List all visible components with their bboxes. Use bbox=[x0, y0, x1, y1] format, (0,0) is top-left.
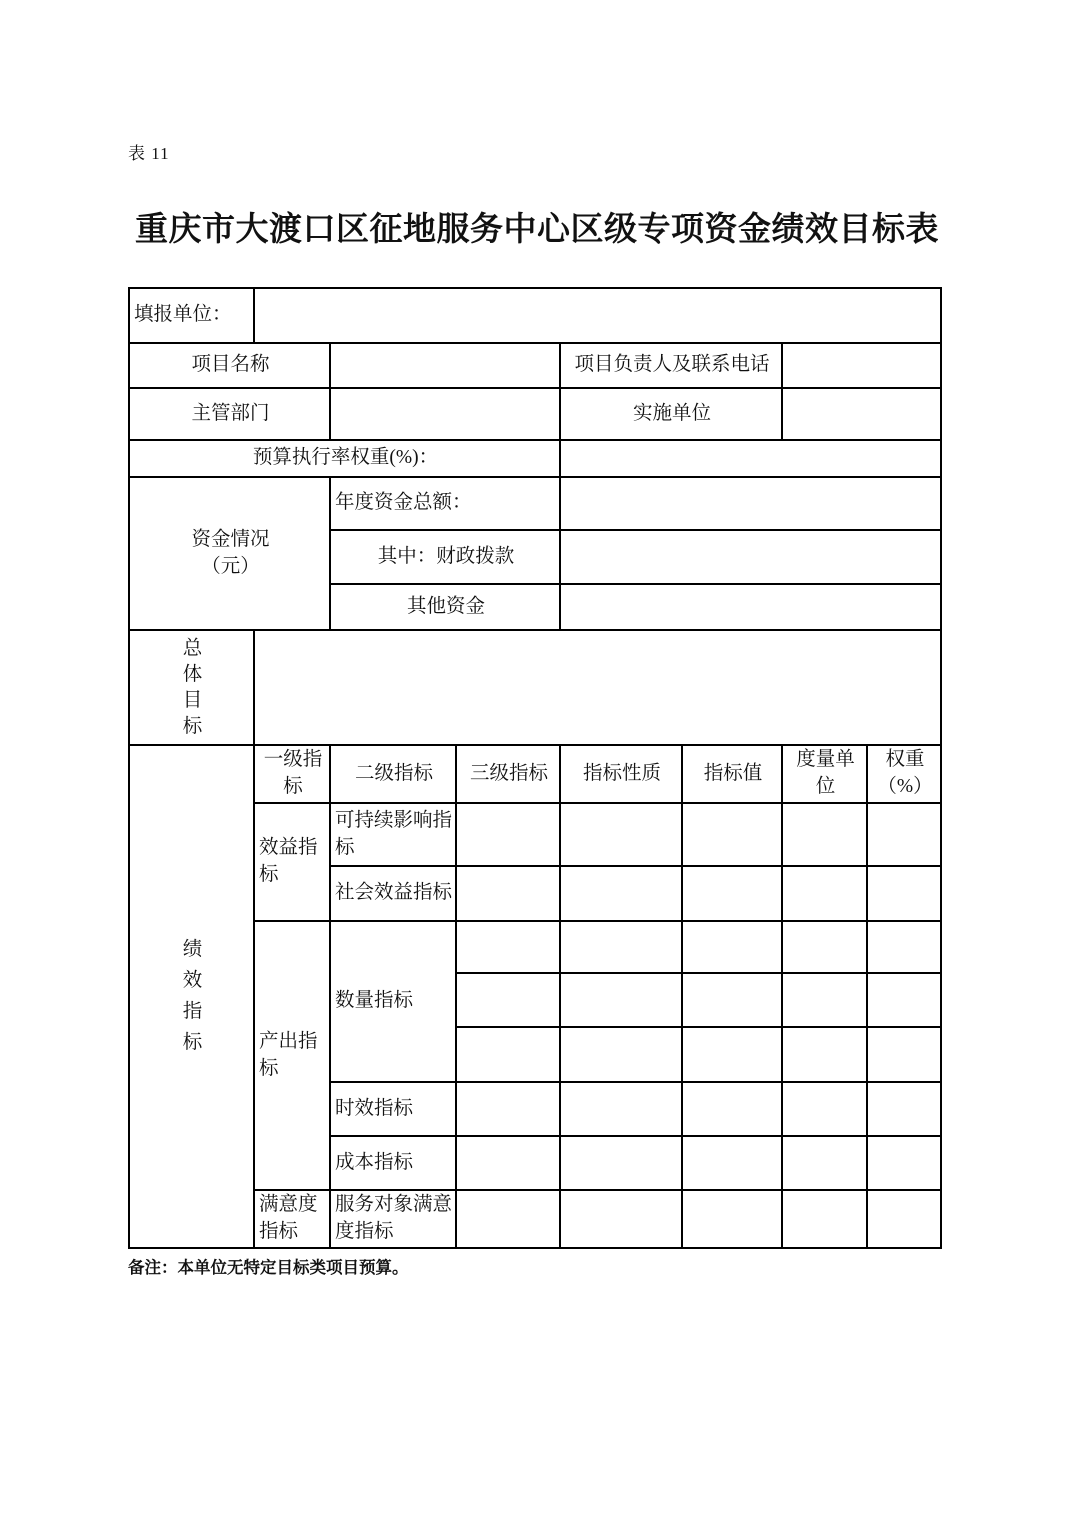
header-level1-indicator: 一级指标 bbox=[254, 745, 330, 803]
table-row bbox=[129, 388, 941, 440]
project-name-label: 项目名称 bbox=[129, 343, 330, 388]
performance-indicators-label-text: 绩效指标 bbox=[182, 939, 203, 1054]
indicator-input-cell[interactable] bbox=[867, 1027, 941, 1082]
project-leader-phone-label: 项目负责人及联系电话 bbox=[560, 343, 782, 388]
indicator-input-cell[interactable] bbox=[867, 1136, 941, 1190]
header-indicator-nature: 指标性质 bbox=[560, 745, 682, 803]
indicator-input-cell[interactable] bbox=[560, 1190, 682, 1248]
header-indicator-value: 指标值 bbox=[682, 745, 782, 803]
indicator-input-cell[interactable] bbox=[867, 921, 941, 973]
header-weight-percent: 权重（%） bbox=[867, 745, 941, 803]
indicator-input-cell[interactable] bbox=[456, 1190, 560, 1248]
implementing-unit-input-cell[interactable] bbox=[782, 388, 941, 440]
indicator-input-cell[interactable] bbox=[456, 866, 560, 921]
table-row bbox=[129, 440, 941, 477]
benefit-group-label: 效益指标 bbox=[254, 803, 330, 921]
overall-goal-label-text: 总体目标 bbox=[182, 637, 203, 737]
reporting-unit-label: 填报单位： bbox=[129, 288, 254, 343]
implementing-unit-label: 实施单位 bbox=[560, 388, 782, 440]
sustainable-impact-label: 可持续影响指标 bbox=[330, 803, 456, 866]
funds-group-label bbox=[129, 477, 330, 630]
indicator-input-cell[interactable] bbox=[782, 921, 867, 973]
indicator-input-cell[interactable] bbox=[682, 1136, 782, 1190]
output-group-label: 产出指标 bbox=[254, 921, 330, 1190]
indicator-input-cell[interactable] bbox=[782, 866, 867, 921]
indicator-input-cell[interactable] bbox=[867, 803, 941, 866]
table-row bbox=[129, 343, 941, 388]
indicator-input-cell[interactable] bbox=[456, 1082, 560, 1136]
indicator-input-cell[interactable] bbox=[867, 973, 941, 1027]
indicator-input-cell[interactable] bbox=[456, 1136, 560, 1190]
funds-group-label-line2: （元） bbox=[201, 555, 260, 577]
indicator-input-cell[interactable] bbox=[560, 866, 682, 921]
indicator-input-cell[interactable] bbox=[456, 1027, 560, 1082]
header-level2-indicator: 二级指标 bbox=[330, 745, 456, 803]
indicator-input-cell[interactable] bbox=[682, 1190, 782, 1248]
indicator-input-cell[interactable] bbox=[682, 803, 782, 866]
fiscal-allocation-input-cell[interactable] bbox=[560, 530, 941, 584]
indicator-input-cell[interactable] bbox=[782, 1027, 867, 1082]
project-name-input-cell[interactable] bbox=[330, 343, 560, 388]
indicator-input-cell[interactable] bbox=[682, 973, 782, 1027]
reporting-unit-input-cell[interactable] bbox=[254, 288, 941, 343]
indicator-header-row bbox=[129, 745, 941, 803]
indicator-input-cell[interactable] bbox=[782, 1190, 867, 1248]
table-row bbox=[129, 630, 941, 745]
social-benefit-label: 社会效益指标 bbox=[330, 866, 456, 921]
overall-goal-input-cell[interactable] bbox=[254, 630, 941, 745]
indicator-input-cell[interactable] bbox=[560, 921, 682, 973]
performance-target-table bbox=[128, 287, 942, 1249]
indicator-input-cell[interactable] bbox=[782, 1082, 867, 1136]
indicator-input-cell[interactable] bbox=[782, 973, 867, 1027]
indicator-input-cell[interactable] bbox=[782, 803, 867, 866]
project-leader-phone-input-cell[interactable] bbox=[782, 343, 941, 388]
timeliness-label: 时效指标 bbox=[330, 1082, 456, 1136]
budget-execution-weight-input-cell[interactable] bbox=[560, 440, 941, 477]
indicator-input-cell[interactable] bbox=[682, 1082, 782, 1136]
indicator-input-cell[interactable] bbox=[867, 1082, 941, 1136]
overall-goal-label bbox=[129, 630, 254, 745]
cost-label: 成本指标 bbox=[330, 1136, 456, 1190]
supervising-department-label: 主管部门 bbox=[129, 388, 330, 440]
indicator-input-cell[interactable] bbox=[560, 1082, 682, 1136]
funds-group-label-line1: 资金情况 bbox=[191, 528, 270, 550]
satisfaction-group-label: 满意度指标 bbox=[254, 1190, 330, 1248]
annual-total-label: 年度资金总额： bbox=[330, 477, 560, 530]
quantity-label: 数量指标 bbox=[330, 921, 456, 1082]
indicator-input-cell[interactable] bbox=[682, 921, 782, 973]
annual-total-input-cell[interactable] bbox=[560, 477, 941, 530]
indicator-input-cell[interactable] bbox=[456, 921, 560, 973]
page-title: 重庆市大渡口区征地服务中心区级专项资金绩效目标表 bbox=[135, 210, 939, 247]
indicator-input-cell[interactable] bbox=[682, 866, 782, 921]
indicator-input-cell[interactable] bbox=[560, 1136, 682, 1190]
supervising-department-input-cell[interactable] bbox=[330, 388, 560, 440]
indicator-input-cell[interactable] bbox=[456, 803, 560, 866]
header-level3-indicator: 三级指标 bbox=[456, 745, 560, 803]
indicator-input-cell[interactable] bbox=[782, 1136, 867, 1190]
indicator-input-cell[interactable] bbox=[682, 1027, 782, 1082]
indicator-input-cell[interactable] bbox=[560, 973, 682, 1027]
header-measure-unit: 度量单位 bbox=[782, 745, 867, 803]
other-funds-label: 其他资金 bbox=[330, 584, 560, 630]
fiscal-allocation-label: 其中：财政拨款 bbox=[330, 530, 560, 584]
performance-indicators-label bbox=[129, 745, 254, 1248]
indicator-input-cell[interactable] bbox=[560, 1027, 682, 1082]
indicator-input-cell[interactable] bbox=[560, 803, 682, 866]
indicator-input-cell[interactable] bbox=[867, 866, 941, 921]
table-row bbox=[129, 477, 941, 530]
other-funds-input-cell[interactable] bbox=[560, 584, 941, 630]
indicator-input-cell[interactable] bbox=[456, 973, 560, 1027]
table-row bbox=[129, 288, 941, 343]
service-satisfaction-label: 服务对象满意度指标 bbox=[330, 1190, 456, 1248]
indicator-input-cell[interactable] bbox=[867, 1190, 941, 1248]
sheet-number-label: 表 11 bbox=[128, 144, 170, 163]
budget-execution-weight-label: 预算执行率权重(%)： bbox=[129, 440, 560, 477]
footnote: 备注：本单位无特定目标类项目预算。 bbox=[128, 1259, 409, 1277]
